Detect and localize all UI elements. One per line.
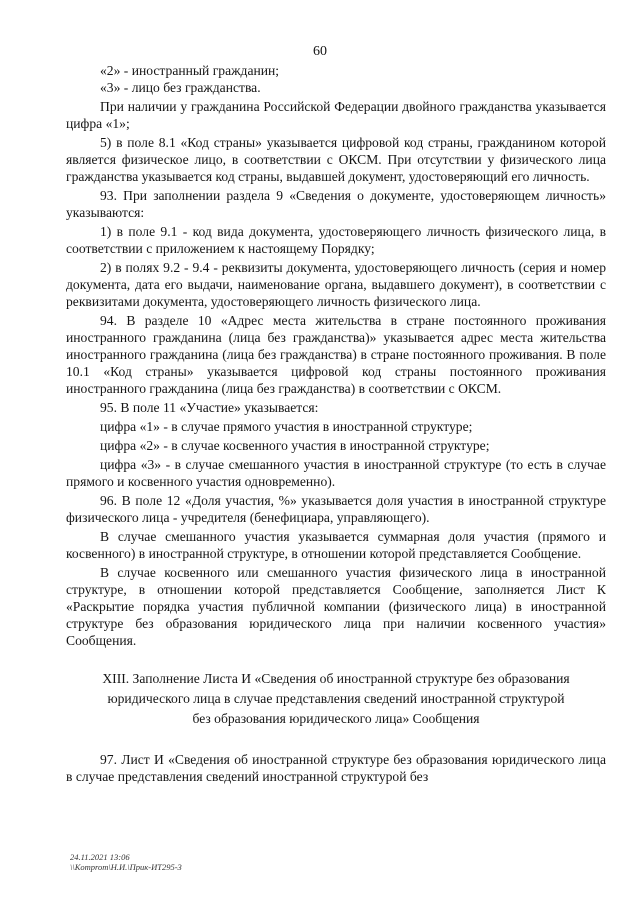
heading-line: без образования юридического лица» Сообщения <box>192 711 480 726</box>
section-heading <box>66 669 606 729</box>
paragraph: В случае косвенного или смешанного участия физического лица в иностранной структуре, в отношении которой представляется Сообщение, заполняется Лист К «Раскрытие порядка участия публичной компании (физического лица) в иностранной структуре без образования юридического лица при наличии косвенного участия» Сообщения. <box>66 565 606 648</box>
paragraph: 96. В поле 12 «Доля участия, %» указывается доля участия в иностранной структуре физического лица - учредителя (бенефициара, управляющего). <box>66 493 606 525</box>
paragraph: 1) в поле 9.1 - код вида документа, удостоверяющего личность физического лица, в соответствии с приложением к настоящему Порядку; <box>66 224 606 256</box>
heading-line: XIII. Заполнение Листа И «Сведения об иностранной структуре без образования <box>102 671 570 686</box>
document-body <box>66 62 606 785</box>
paragraph: цифра «1» - в случае прямого участия в иностранной структуре; <box>100 419 473 434</box>
paragraph: 93. При заполнении раздела 9 «Сведения о документе, удостоверяющем личность» указываются: <box>66 188 606 220</box>
footer-date: 24.11.2021 13:06 <box>70 852 130 862</box>
document-footer <box>70 852 182 872</box>
page-number: 60 <box>313 44 327 59</box>
paragraph: 97. Лист И «Сведения об иностранной структуре без образования юридического лица в случае представления сведений иностранной структурой без <box>66 752 606 784</box>
paragraph: «2» - иностранный гражданин; <box>100 63 280 78</box>
paragraph: 5) в поле 8.1 «Код страны» указывается цифровой код страны, гражданином которой является физическое лицо, в соответствии с ОКСМ. При отсутствии у физического лица гражданства указывается код страны, выдавшей документ, удостоверяющий его личность. <box>66 135 606 184</box>
heading-line: юридического лица в случае представления сведений иностранной структурой <box>107 691 565 706</box>
footer-path: \\Komprom\Н.И.\Прик-ИТ295-3 <box>70 862 182 872</box>
paragraph: «3» - лицо без гражданства. <box>100 80 261 95</box>
paragraph: цифра «2» - в случае косвенного участия в иностранной структуре; <box>100 438 490 453</box>
paragraph: 2) в полях 9.2 - 9.4 - реквизиты документа, удостоверяющего личность (серия и номер документа, дата его выдачи, наименование органа, выдавшего документ), в соответствии с реквизитами документа, удостоверяющего личность физического лица. <box>66 260 606 309</box>
paragraph: В случае смешанного участия указывается суммарная доля участия (прямого и косвенного) в иностранной структуре, в отношении которой представляется Сообщение. <box>66 529 606 561</box>
paragraph: 94. В разделе 10 «Адрес места жительства в стране постоянного проживания иностранного гражданина (лица без гражданства)» указывается адрес места жительства иностранного гражданина (лица без гражданства) в стране постоянного проживания. В поле 10.1 «Код страны» указывается цифровой код страны постоянного проживания иностранного гражданина (лица без гражданства) в соответствии с ОКСМ. <box>66 313 606 396</box>
paragraph: 95. В поле 11 «Участие» указывается: <box>100 400 319 415</box>
paragraph: При наличии у гражданина Российской Федерации двойного гражданства указывается цифра «1»; <box>66 99 606 131</box>
paragraph: цифра «3» - в случае смешанного участия в иностранной структуре (то есть в случае прямого и косвенного участия одновременно). <box>66 457 606 489</box>
